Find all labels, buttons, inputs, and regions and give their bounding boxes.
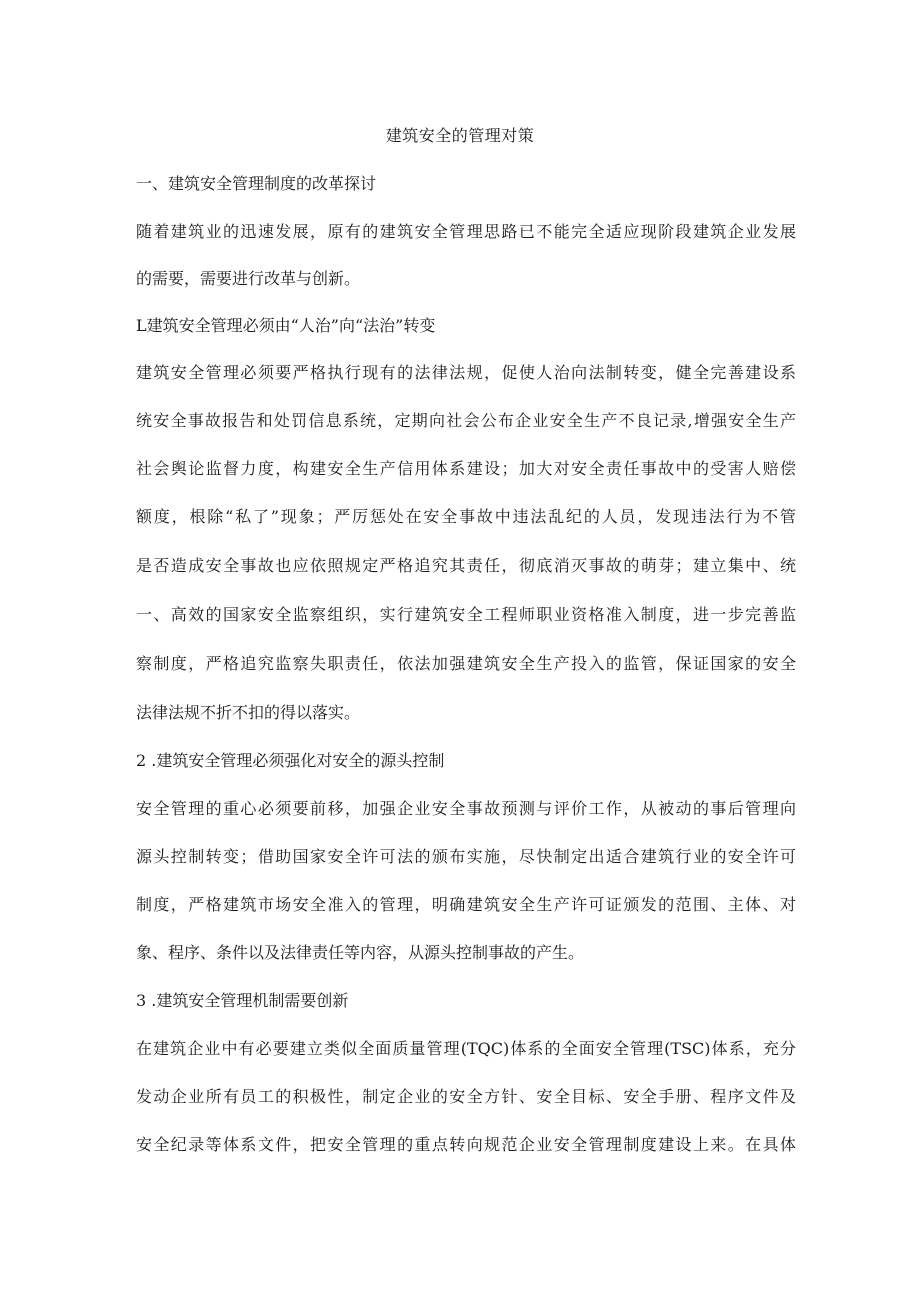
paragraph-line: 象、程序、条件以及法律责任等内容，从源头控制事故的产生。 — [136, 943, 585, 962]
section-heading-1: 一、建筑安全管理制度的改革探讨 — [136, 174, 377, 193]
paragraph-line: 安全管理的重心必须要前移，加强企业安全事故预测与评价工作，从被动的事后管理向 — [136, 799, 796, 818]
document-title: 建筑安全的管理对策 — [385, 126, 535, 145]
paragraph-line: 额度，根除“私了”现象；严厉惩处在安全事故中违法乱纪的人员，发现违法行为不管 — [136, 507, 796, 526]
subheading-3: 3 .建筑安全管理机制需要创新 — [136, 991, 349, 1010]
paragraph-line: 法律法规不折不扣的得以落实。 — [136, 703, 361, 722]
subheading-2: 2 .建筑安全管理必须强化对安全的源头控制 — [136, 751, 445, 770]
paragraph-line: 社会舆论监督力度，构建安全生产信用体系建设；加大对安全责任事故中的受害人赔偿 — [136, 459, 796, 478]
paragraph-line: 随着建筑业的迅速发展，原有的建筑安全管理思路已不能完全适应现阶段建筑企业发展 — [136, 222, 796, 241]
paragraph-line: 一、高效的国家安全监察组织，实行建筑安全工程师职业资格准入制度，进一步完善监 — [136, 605, 796, 624]
paragraph-line: 发动企业所有员工的积极性，制定企业的安全方针、安全目标、安全手册、程序文件及 — [136, 1087, 796, 1106]
paragraph-line: 制度，严格建筑市场安全准入的管理，明确建筑安全生产许可证颁发的范围、主体、对 — [136, 895, 796, 914]
paragraph-line: 是否造成安全事故也应依照规定严格追究其责任，彻底消灭事故的萌芽；建立集中、统 — [136, 556, 796, 575]
paragraph-line: 安全纪录等体系文件，把安全管理的重点转向规范企业安全管理制度建设上来。在具体 — [136, 1135, 796, 1154]
paragraph-line: 察制度，严格追究监察失职责任，依法加强建筑安全生产投入的监管，保证国家的安全 — [136, 654, 796, 673]
subheading-1: L建筑安全管理必须由“人治”向“法治”转变 — [136, 316, 436, 335]
paragraph-line: 源头控制转变；借助国家安全许可法的颁布实施，尽快制定出适合建筑行业的安全许可 — [136, 847, 796, 866]
paragraph-line: 的需要，需要进行改革与创新。 — [136, 269, 361, 288]
paragraph-line: 统安全事故报告和处罚信息系统，定期向社会公布企业安全生产不良记录,增强安全生产 — [136, 411, 796, 430]
paragraph-line: 建筑安全管理必须要严格执行现有的法律法规，促使人治向法制转变，健全完善建设系 — [136, 363, 796, 382]
paragraph-line: 在建筑企业中有必要建立类似全面质量管理(TQC)体系的全面安全管理(TSC)体系，充分 — [136, 1039, 796, 1058]
